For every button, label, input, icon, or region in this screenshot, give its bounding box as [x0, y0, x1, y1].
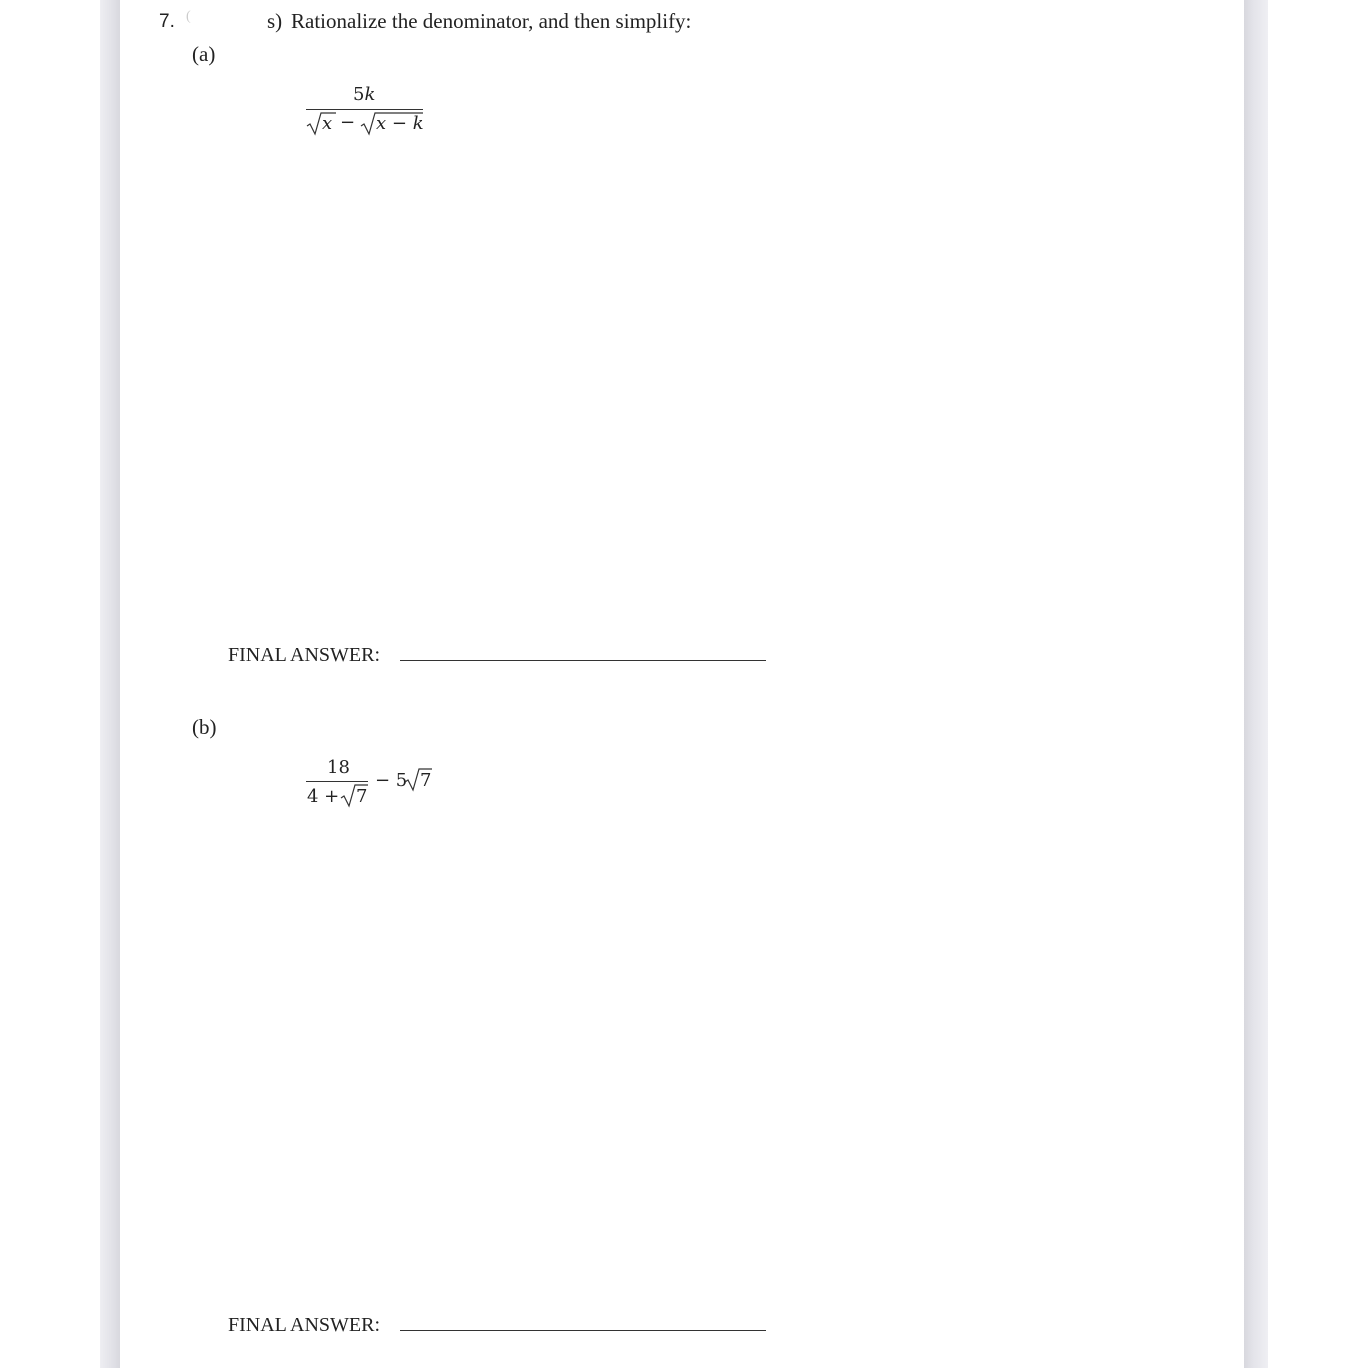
part-b-expression [306, 756, 446, 814]
part-a-expression [306, 84, 426, 140]
part-b-trailing-seven: 7 [420, 770, 432, 791]
document-page [120, 0, 1244, 1368]
part-a-denominator-minus: − [340, 112, 356, 133]
part-b-numerator: 18 [327, 757, 350, 778]
part-b-denominator-four-plus: 4 + [307, 786, 340, 807]
part-a-numerator: 5k [353, 84, 376, 105]
part-a-final-answer-label: FINAL ANSWER: [228, 644, 381, 666]
part-b-trailing-term: − 5 [375, 770, 408, 791]
part-b-denominator-seven: 7 [356, 786, 368, 807]
page-shadow-left [100, 0, 120, 1368]
part-a-denominator-inner: x − k [376, 113, 424, 134]
part-a-label: (a) [192, 42, 216, 66]
question-number: 7. [159, 11, 175, 32]
part-a-final-answer-line[interactable] [400, 660, 766, 661]
part-a-denominator-x: x [322, 113, 333, 134]
part-b-final-answer-line[interactable] [400, 1330, 766, 1331]
part-b-final-answer-label: FINAL ANSWER: [228, 1314, 381, 1336]
part-b-label: (b) [192, 715, 217, 739]
question-points-mark: ( [186, 9, 191, 24]
page-shadow-right [1244, 0, 1268, 1368]
question-instruction: Rationalize the denominator, and then simplify: [291, 9, 692, 33]
question-points-suffix: s) [267, 9, 283, 33]
